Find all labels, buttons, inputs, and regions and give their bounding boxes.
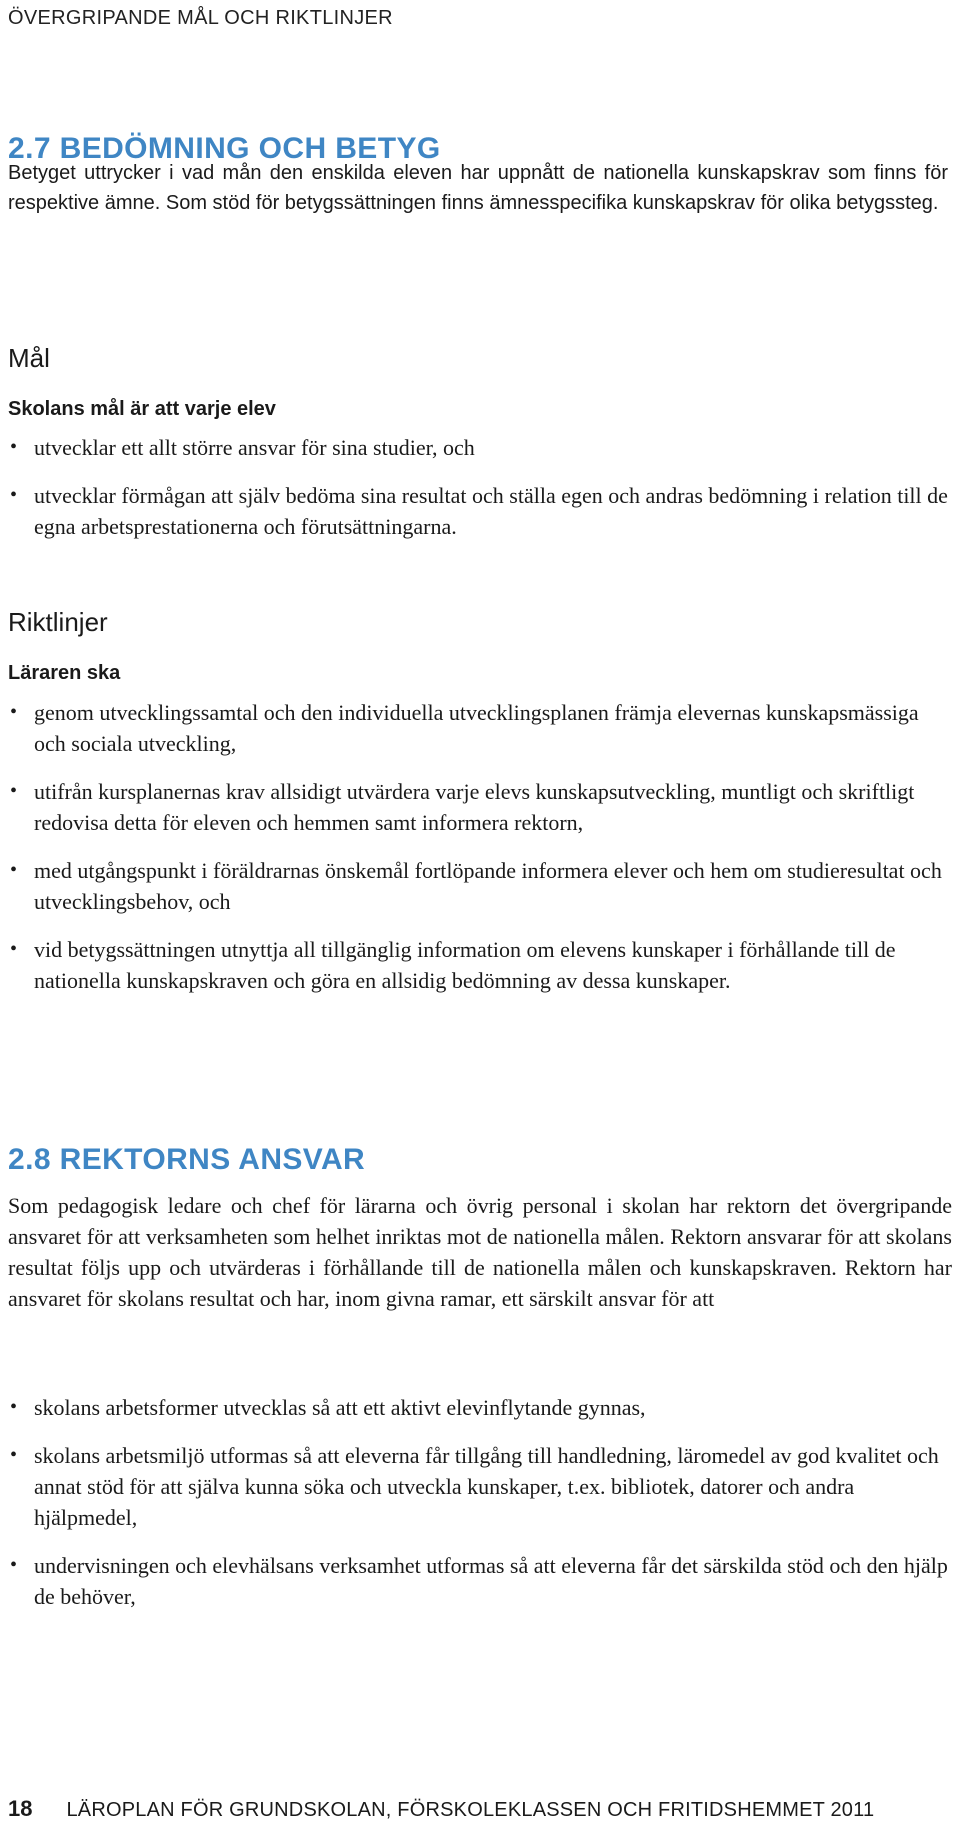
running-head: ÖVERGRIPANDE MÅL OCH RIKTLINJER [8, 7, 393, 29]
publication-title: LÄROPLAN FÖR GRUNDSKOLAN, FÖRSKOLEKLASSEN OCH FRITIDSHEMMET 2011 [66, 1799, 875, 1821]
list-item: • skolans arbetsformer utvecklas så att ett aktivt elevinflytande gynnas, [8, 1392, 952, 1423]
page-number: 18 [8, 1796, 33, 1821]
page-footer [8, 1796, 874, 1822]
list-item: • undervisningen och elevhälsans verksamhet utformas så att eleverna får det särskilda stöd och den hjälp de behöver, [8, 1550, 952, 1612]
bullet-icon: • [10, 1554, 18, 1576]
list-item: • med utgångspunkt i föräldrarnas önskemål fortlöpande informera elever och hem om studieresultat och utvecklingsbehov, och [8, 855, 952, 917]
section-2-7-intro: Betyget uttrycker i vad mån den enskilda eleven har uppnått de nationella kunskapskrav som finns för respektive ämne. Som stöd för betygssättningen finns ämnesspecifika kunskapskrav för olika betygssteg. [8, 162, 948, 214]
mal-lead: Skolans mål är att varje elev [8, 398, 276, 420]
list-item: • genom utvecklingssamtal och den individuella utvecklingsplanen främja elevernas kunskapsmässiga och sociala utveckling, [8, 697, 952, 759]
list-item: • utifrån kursplanernas krav allsidigt utvärdera varje elevs kunskapsutveckling, muntligt och skriftligt redovisa detta för eleven och hemmen samt informera rektorn, [8, 776, 952, 838]
section-2-8-intro: Som pedagogisk ledare och chef för lärarna och övrig personal i skolan har rektorn det övergripande ansvaret för att verksamheten som helhet inriktas mot de nationella målen. Rektorn ansvarar för att skolans resultat följs upp och utvärderas i förhållande till de nationella målen och kunskapskraven. Rektorn har ansvaret för skolans resultat och har, inom givna ramar, ett särskilt ansvar för att [8, 1193, 952, 1311]
riktlinjer-list [8, 697, 952, 1013]
riktlinjer-lead: Läraren ska [8, 662, 121, 684]
mal-list [8, 432, 952, 559]
subheading-mal: Mål [8, 343, 50, 373]
bullet-icon: • [10, 780, 18, 802]
bullet-icon: • [10, 436, 18, 458]
bullet-icon: • [10, 1396, 18, 1418]
section-heading-2-7: 2.7 BEDÖMNING OCH BETYG [8, 132, 441, 165]
bullet-icon: • [10, 859, 18, 881]
bullet-icon: • [10, 484, 18, 506]
list-item: • utvecklar ett allt större ansvar för sina studier, och [8, 432, 952, 463]
list-item: • skolans arbetsmiljö utformas så att eleverna får tillgång till handledning, läromedel av god kvalitet och annat stöd för att själva kunna söka och utveckla kunskaper, t.ex. bibliotek, datorer och andra hjälpmedel, [8, 1440, 952, 1533]
rektor-list [8, 1392, 952, 1629]
bullet-icon: • [10, 1444, 18, 1466]
bullet-icon: • [10, 701, 18, 723]
bullet-icon: • [10, 938, 18, 960]
section-heading-2-8: 2.8 REKTORNS ANSVAR [8, 1143, 366, 1176]
list-item: • utvecklar förmågan att själv bedöma sina resultat och ställa egen och andras bedömning i relation till de egna arbetsprestationerna och förutsättningarna. [8, 480, 952, 542]
list-item: • vid betygssättningen utnyttja all tillgänglig information om elevens kunskaper i förhållande till de nationella kunskapskraven och göra en allsidig bedömning av dessa kunskaper. [8, 934, 952, 996]
subheading-riktlinjer: Riktlinjer [8, 607, 108, 637]
